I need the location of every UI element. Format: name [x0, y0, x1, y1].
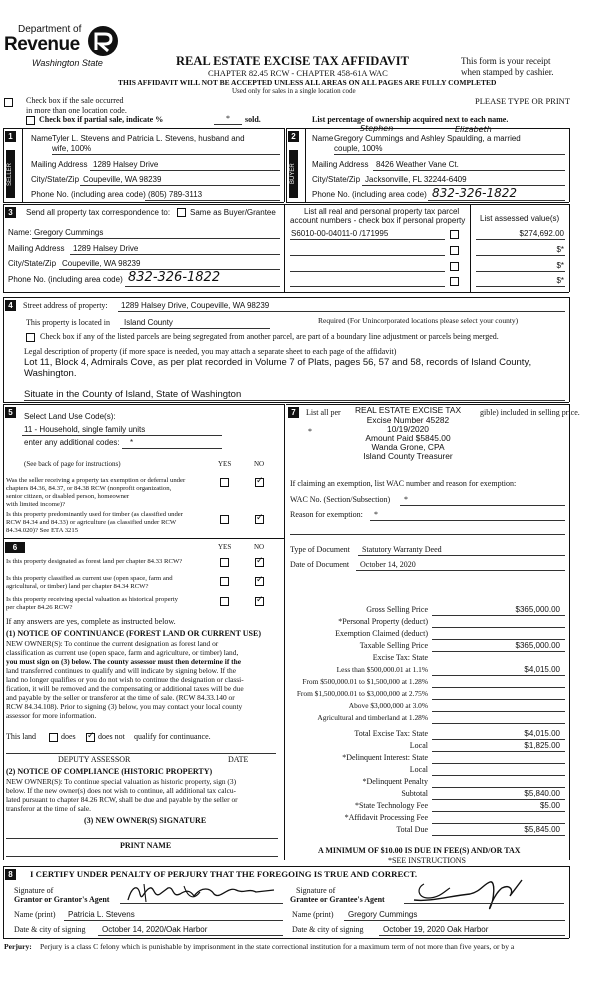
document-date-label: Date of Document — [290, 560, 350, 569]
personal-deduct-label: *Personal Property (deduct) — [338, 617, 428, 626]
legal-description-2[interactable]: Washington. — [24, 368, 77, 379]
forest-question: Is this property designated as forest land per chapter 84.33 RCW? — [6, 558, 183, 565]
corr-city[interactable]: Coupeville, WA 98239 — [62, 259, 141, 268]
timber-yes-checkbox[interactable] — [220, 515, 229, 524]
section-6-no-head: NO — [254, 543, 265, 551]
seller-address[interactable]: 1289 Halsey Drive — [93, 160, 159, 169]
section-2-number: 2 — [288, 131, 299, 142]
grantee-print-label: Name (print) — [292, 910, 334, 919]
stamp-line-4: Amount Paid $5845.00 — [365, 433, 451, 443]
seller-name-line-2[interactable]: wife, 100% — [52, 144, 92, 153]
type-print-note: PLEASE TYPE OR PRINT — [475, 96, 571, 106]
new-owner-signature-title: (3) NEW OWNER(S) SIGNATURE — [84, 816, 207, 825]
document-date[interactable]: October 14, 2020 — [360, 560, 416, 569]
tier-2-label: From $500,000.01 to $1,500,000 at 1.28% — [302, 677, 428, 686]
section-6-yes-head: YES — [218, 543, 232, 551]
stamp-line-5: Wanda Grone, CPA — [371, 442, 445, 452]
total-excise[interactable]: $4,015.00 — [524, 729, 560, 738]
current-use-question-2: agricultural, or timber) land per chapter 84.34 RCW? — [6, 583, 149, 590]
exemption-claim-label: If claiming an exemption, list WAC number and reason for exemption: — [290, 479, 517, 488]
corr-address-label: Mailing Address — [8, 244, 65, 253]
stamp-line-3: 10/19/2020 — [387, 424, 429, 434]
segregated-label: Check box if any of the listed parcels are being segregated from another parcel, are part of a boundary line adjustment or parcels being merged. — [40, 332, 499, 341]
located-label: This property is located in — [26, 318, 110, 327]
total-due[interactable]: $5,845.00 — [524, 825, 560, 834]
subtotal-label: Subtotal — [401, 789, 428, 798]
same-as-buyer-checkbox[interactable] — [177, 208, 186, 217]
timber-no-checkbox[interactable] — [255, 515, 264, 524]
buyer-phone[interactable]: 832-326-1822 — [432, 186, 518, 200]
buyer-city-label: City/State/Zip — [312, 175, 361, 184]
land-use-code[interactable]: 11 - Household, single family units — [24, 425, 146, 434]
timber-question-2: RCW 84.34 and 84.33) or agriculture (as classified under RCW — [6, 519, 177, 526]
forest-yes-checkbox[interactable] — [220, 558, 229, 567]
notice-compliance-line-1: NEW OWNER(S): To continue special valuation as historic property, sign (3) — [6, 777, 237, 786]
exemption-yes-checkbox[interactable] — [220, 478, 229, 487]
deputy-date-label: DATE — [228, 755, 249, 764]
parcel-personal-checkbox-1[interactable] — [450, 230, 459, 239]
certify-title: I CERTIFY UNDER PENALTY OF PERJURY THAT THE FOREGOING IS TRUE AND CORRECT. — [30, 869, 418, 879]
exemption-reason-value[interactable]: * — [374, 510, 378, 519]
personal-property-label: List all per — [306, 408, 341, 417]
grantor-signature-label-1: Signature of — [14, 886, 54, 895]
dept-label: Department of — [18, 24, 82, 35]
delinquent-penalty-label: *Delinquent Penalty — [362, 777, 428, 786]
form-warning: THIS AFFIDAVIT WILL NOT BE ACCEPTED UNLESS ALL AREAS ON ALL PAGES ARE FULLY COMPLETED — [118, 78, 497, 87]
partial-sale-suffix: sold. — [245, 115, 261, 124]
grantee-signature-label-1: Signature of — [296, 886, 336, 895]
see-instructions-note: *SEE INSTRUCTIONS — [388, 856, 467, 865]
buyer-name-line-1[interactable]: Gregory Cummings and Ashley Spaulding, a married — [334, 134, 521, 143]
if-yes-note: If any answers are yes, complete as instructed below. — [6, 617, 176, 626]
deputy-assessor-label: DEPUTY ASSESSOR — [58, 755, 131, 764]
stamp-line-6: Island County Treasurer — [363, 451, 453, 461]
grantee-date-city[interactable]: October 19, 2020 Oak Harbor — [383, 925, 489, 934]
buyer-phone-label: Phone No. (including area code) — [312, 190, 427, 199]
technology-fee-label: *State Technology Fee — [354, 801, 428, 810]
technology-fee[interactable]: $5.00 — [539, 801, 560, 810]
receipt-note-2: when stamped by cashier. — [461, 67, 554, 77]
gross-price[interactable]: $365,000.00 — [515, 605, 560, 614]
land-use-label: Select Land Use Code(s): — [24, 412, 116, 421]
historic-question-2: per chapter 84.26 RCW? — [6, 604, 73, 611]
buyer-name-label: Name — [312, 134, 334, 143]
seller-city[interactable]: Coupeville, WA 98239 — [83, 175, 162, 184]
excise-tax-label: Excise Tax: State — [372, 653, 428, 662]
land-use-yes-head: YES — [218, 460, 232, 468]
parcel-personal-checkbox-2[interactable] — [450, 246, 459, 255]
notice-continuance-line-4: land transferred continues to qualify and will indicate by signing below. If the — [6, 666, 237, 675]
document-type-label: Type of Document — [290, 545, 350, 554]
correspondence-label: Send all property tax correspondence to: — [26, 208, 171, 217]
located-county[interactable]: Island County — [124, 318, 173, 327]
tier-5-label: Agricultural and timberland at 1.28% — [317, 713, 428, 722]
seller-grantor-label: SELLER GRANTOR — [6, 150, 15, 198]
exemption-no-checkbox[interactable] — [255, 478, 264, 487]
additional-codes[interactable]: * — [130, 438, 134, 447]
parcel-value-4[interactable]: $* — [556, 276, 564, 285]
current-use-yes-checkbox[interactable] — [220, 577, 229, 586]
grantor-print-name[interactable]: Patricia L. Stevens — [68, 910, 135, 919]
historic-yes-checkbox[interactable] — [220, 597, 229, 606]
section-4-number: 4 — [5, 300, 16, 311]
local-tax-label: Local — [409, 741, 428, 750]
segregated-checkbox[interactable] — [26, 333, 35, 342]
notice-continuance-line-9: assessor for more information. — [6, 711, 97, 720]
perjury-text: Perjury is a class C felony which is punishable by imprisonment in the state correctional institution for a maximum term of not more than five years, or by a — [40, 942, 515, 951]
buyer-address[interactable]: 8426 Weather Vane Ct. — [376, 160, 459, 169]
corr-phone-label: Phone No. (including area code) — [8, 275, 123, 284]
street-address[interactable]: 1289 Halsey Drive, Coupeville, WA 98239 — [121, 301, 270, 310]
gross-price-label: Gross Selling Price — [366, 605, 428, 614]
total-excise-label: Total Excise Tax: State — [354, 729, 428, 738]
multi-location-label-1: Check box if the sale occurred — [26, 96, 124, 105]
corr-phone[interactable]: 832-326-1822 — [128, 270, 221, 285]
timber-question-3: 84.34.020)? See ETA 3215 — [6, 527, 79, 534]
buyer-handwritten-name-2: Elizabeth — [455, 125, 492, 134]
wac-label: WAC No. (Section/Subsection) — [290, 495, 391, 504]
partial-sale-percent[interactable]: * — [226, 114, 230, 123]
seller-city-label: City/State/Zip — [31, 175, 80, 184]
current-use-no-checkbox[interactable] — [255, 577, 264, 586]
stamp-line-1: REAL ESTATE EXCISE TAX — [354, 405, 462, 415]
wac-value[interactable]: * — [404, 495, 408, 504]
delinquent-interest-local-label: Local — [409, 765, 428, 774]
parcel-personal-checkbox-4[interactable] — [450, 277, 459, 286]
exemption-question-1: Was the seller receiving a property tax exemption or deferral under — [6, 477, 186, 484]
legal-description-3[interactable]: Situate in the County of Island, State of Washington — [24, 389, 242, 400]
exemption-question-2: chapters 84.36, 84.37, or 84.38 RCW (nonprofit organization, — [6, 485, 172, 492]
land-does-not-label: does not — [98, 732, 125, 741]
document-type[interactable]: Statutory Warranty Deed — [362, 545, 442, 554]
multi-location-label-2: in more than one location code. — [26, 106, 127, 115]
tier-1-label: Less than $500,000.01 at 1.1% — [336, 665, 428, 674]
parcel-value-2[interactable]: $* — [556, 245, 564, 254]
seller-phone-label: Phone No. (including area code) — [31, 190, 146, 199]
timber-question-1: Is this property predominantly used for timber (as classified under — [6, 511, 183, 518]
seller-name-line-1[interactable]: Tyler L. Stevens and Patricia L. Stevens, husband and — [52, 134, 245, 143]
see-back-note: (See back of page for instructions) — [24, 460, 121, 468]
historic-question-1: Is this property receiving special valuation as historical property — [6, 596, 178, 603]
buyer-city[interactable]: Jacksonville, FL 32244-6409 — [365, 175, 467, 184]
notice-continuance-line-1: NEW OWNER(S): To continue the current designation as forest land or — [6, 639, 219, 648]
affidavit-fee-label: *Affidavit Processing Fee — [344, 813, 428, 822]
forest-no-checkbox[interactable] — [255, 558, 264, 567]
exemption-reason-label: Reason for exemption: — [290, 510, 363, 519]
section-3-number: 3 — [5, 207, 16, 218]
revenue-wordmark: Revenue — [4, 34, 80, 55]
tier-1-value[interactable]: $4,015.00 — [524, 665, 560, 674]
grantor-signature-label-2: Grantor or Grantor's Agent — [14, 895, 110, 904]
exemption-question-3: senior citizen, or disabled person, homeowner — [6, 493, 130, 500]
section-7-number: 7 — [288, 407, 299, 418]
legal-label: Legal description of property (if more space is needed, you may attach a separate sheet to each page of the affidavit) — [24, 347, 397, 356]
parcel-value-3[interactable]: $* — [556, 261, 564, 270]
tier-4-label: Above $3,000,000 at 3.0% — [348, 701, 428, 710]
section-6-number: 6 — [5, 542, 25, 553]
section-1-number: 1 — [5, 131, 16, 142]
grantor-date-city[interactable]: October 14, 2020/Oak Harbor — [102, 925, 208, 934]
street-label: Street address of property: — [23, 301, 108, 310]
grantor-print-label: Name (print) — [14, 910, 56, 919]
notice-compliance-line-4: transferor at the time of sale. — [6, 804, 91, 813]
land-use-no-head: NO — [254, 460, 265, 468]
local-tax[interactable]: $1,825.00 — [524, 741, 560, 750]
section-8-number: 8 — [5, 869, 16, 880]
notice-continuance-title: (1) NOTICE OF CONTINUANCE (FOREST LAND OR CURRENT USE) — [6, 629, 261, 638]
notice-continuance-line-8: RCW 84.34.108). Prior to signing (3) below, you may contact your local county — [6, 702, 243, 711]
notice-compliance-line-2: below. If the new owner(s) does not wish to continue, all additional tax calcu- — [6, 786, 237, 795]
revenue-logo-icon — [86, 24, 120, 58]
ownership-note: List percentage of ownership acquired next to each name. — [312, 115, 509, 124]
seller-phone[interactable]: (805) 789-3113 — [148, 190, 203, 199]
notice-compliance-line-3: lated pursuant to chapter 84.26 RCW, shall be due and payable by the seller or — [6, 795, 238, 804]
exemption-question-4: with limited income)? — [6, 501, 66, 508]
exemption-deduct-label: Exemption Claimed (deduct) — [335, 629, 428, 638]
parcel-value-1[interactable]: $274,692.00 — [519, 229, 564, 238]
state-label: Washington State — [32, 58, 103, 68]
parcel-account-1[interactable]: S6010-00-04011-0 /171995 — [291, 229, 389, 238]
additional-codes-label: enter any additional codes: — [24, 438, 120, 447]
located-required-note: Required (For Unincorporated locations please select your county) — [318, 316, 519, 325]
personal-property-label-tail: gible) included in selling price. — [480, 408, 580, 417]
personal-property-value[interactable]: * — [308, 427, 312, 436]
legal-description-1[interactable]: Lot 11, Block 4, Admirals Cove, as per plat recorded in Volume 7 of Plats, pages 56, 57 and 58, records of Island County, — [24, 357, 532, 368]
delinquent-interest-state-label: *Delinquent Interest: State — [342, 753, 428, 762]
parcels-head-1: List all real and personal property tax parcel — [304, 207, 460, 216]
grantee-signature[interactable] — [410, 874, 530, 914]
seller-name-label: Name — [31, 134, 53, 143]
buyer-handwritten-name-1: Stephen — [360, 124, 394, 133]
current-use-question-1: Is this property classified as current use (open space, farm and — [6, 575, 173, 582]
land-does-checkbox[interactable] — [49, 733, 58, 742]
land-does-not-checkbox[interactable] — [86, 733, 95, 742]
subtotal[interactable]: $5,840.00 — [524, 789, 560, 798]
assessed-value-head: List assessed value(s) — [480, 214, 560, 223]
multi-location-checkbox[interactable] — [4, 98, 13, 107]
receipt-note-1: This form is your receipt — [461, 56, 551, 66]
grantee-signature-label-2: Grantee or Grantee's Agent — [290, 895, 385, 904]
qualify-label: qualify for continuance. — [134, 732, 211, 741]
minimum-due-note: A MINIMUM OF $10.00 IS DUE IN FEE(S) AND/OR TAX — [318, 846, 521, 855]
total-due-label: Total Due — [396, 825, 428, 834]
tier-3-label: From $1,500,000.01 to $3,000,000 at 2.75% — [296, 689, 428, 698]
section-5-number: 5 — [5, 407, 16, 418]
grantee-print-name[interactable]: Gregory Cummings — [348, 910, 418, 919]
corr-name[interactable]: Gregory Cummings — [34, 228, 104, 237]
parcel-personal-checkbox-3[interactable] — [450, 262, 459, 271]
seller-address-label: Mailing Address — [31, 160, 88, 169]
notice-continuance-line-7: and payable by the seller or transferor at the time of sale. (RCW 84.33.140 or — [6, 693, 235, 702]
corr-city-label: City/State/Zip — [8, 259, 57, 268]
form-used-only: Used only for sales in a single location code — [232, 87, 356, 95]
historic-no-checkbox[interactable] — [255, 597, 264, 606]
corr-name-label: Name: — [8, 228, 32, 237]
parcels-head-2: account numbers - check box if personal property — [290, 216, 466, 225]
notice-continuance-line-5: land no longer qualifies or you do not wish to continue the designation or classi- — [6, 675, 244, 684]
stamp-line-2: Excise Number 45282 — [366, 415, 450, 425]
same-as-buyer-label: Same as Buyer/Grantee — [190, 208, 276, 217]
notice-compliance-title: (2) NOTICE OF COMPLIANCE (HISTORIC PROPERTY) — [6, 767, 213, 776]
notice-continuance-line-3: you must sign on (3) below. The county assessor must then determine if the — [6, 657, 242, 666]
notice-continuance-line-2: classification as current use (open space, farm and agriculture, or timber) land, — [6, 648, 239, 657]
form-title: REAL ESTATE EXCISE TAX AFFIDAVIT — [176, 54, 409, 68]
partial-sale-checkbox[interactable] — [26, 116, 35, 125]
perjury-label: Perjury: — [4, 942, 32, 951]
land-does-label: does — [61, 732, 76, 741]
taxable-price[interactable]: $365,000.00 — [515, 641, 560, 650]
notice-continuance-line-6: fication, it will be removed and the compensating or additional taxes will be due — [6, 684, 244, 693]
buyer-name-line-2[interactable]: couple, 100% — [334, 144, 383, 153]
grantor-date-label: Date & city of signing — [14, 925, 86, 934]
taxable-price-label: Taxable Selling Price — [359, 641, 428, 650]
buyer-grantee-label: BUYER GRANTEE — [289, 150, 298, 198]
grantee-date-label: Date & city of signing — [292, 925, 364, 934]
partial-sale-label: Check box if partial sale, indicate % — [39, 115, 164, 124]
corr-address[interactable]: 1289 Halsey Drive — [73, 244, 139, 253]
this-land-label: This land — [6, 732, 36, 741]
buyer-address-label: Mailing Address — [312, 160, 369, 169]
print-name-label: PRINT NAME — [120, 841, 172, 850]
form-chapter: CHAPTER 82.45 RCW - CHAPTER 458-61A WAC — [208, 68, 388, 78]
